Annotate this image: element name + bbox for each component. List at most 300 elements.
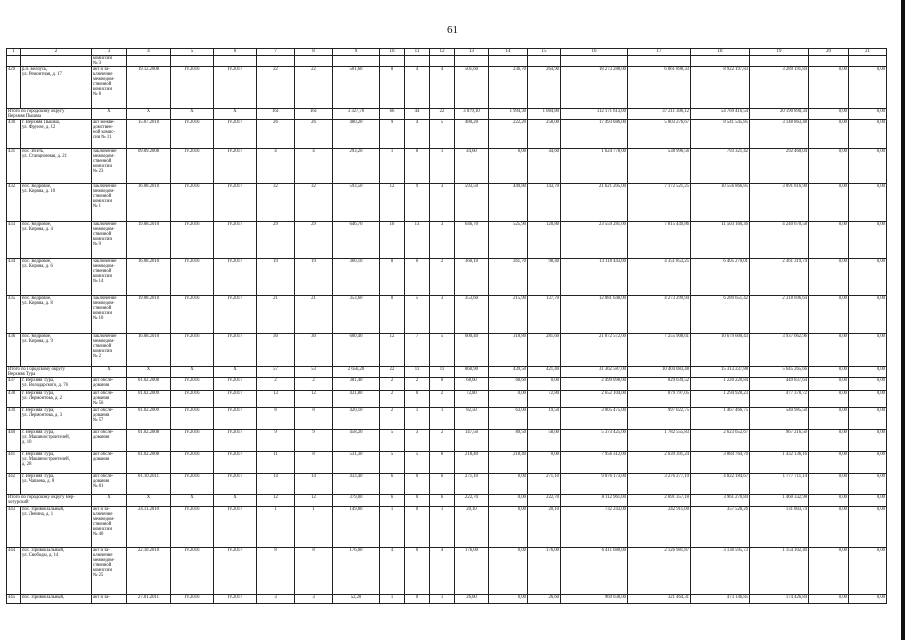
table-row — [7, 259, 887, 296]
table-cell: 32 — [295, 184, 333, 222]
table-cell — [561, 56, 628, 67]
table-cell: X — [171, 109, 214, 120]
table-cell: 149,80 — [333, 507, 380, 548]
table-cell: IV.2016 — [171, 184, 214, 222]
table-cell: 236,70 — [489, 67, 528, 109]
table-cell: 6 289 651,42 — [691, 296, 750, 334]
document-cell: заключение межведом- ственной комиссии № 9 — [92, 222, 127, 259]
table-cell: 16 — [380, 222, 405, 259]
row-number: 443 — [7, 507, 21, 548]
table-row — [7, 378, 887, 391]
table-cell: 433,40 — [333, 474, 380, 495]
table-cell: 16.08.2010 — [127, 184, 171, 222]
column-number: 15 — [528, 49, 561, 56]
table-cell: 8 — [380, 296, 405, 334]
table-cell: 68,60 — [455, 378, 489, 391]
column-number: 11 — [405, 49, 430, 56]
column-number-row — [7, 49, 887, 56]
address-cell — [21, 56, 92, 67]
table-cell: 3 — [430, 296, 455, 334]
table-cell: 13 — [257, 391, 295, 408]
table-cell: 8 — [380, 259, 405, 296]
row-number: 437 — [7, 378, 21, 391]
address-cell: пос. Кедровое, ул. Кирова, д. 10 — [21, 184, 92, 222]
table-cell: 12 — [380, 184, 405, 222]
table-cell: 1 624 778,00 — [561, 149, 628, 184]
table-cell: 525,90 — [489, 222, 528, 259]
table-cell — [849, 56, 887, 67]
table-cell: 3 005 475,00 — [561, 408, 628, 430]
table-cell: 0,00 — [849, 474, 887, 495]
document-cell: акт обсле- дования — [92, 430, 127, 452]
row-number: 431 — [7, 149, 21, 184]
table-cell: 9 — [257, 430, 295, 452]
table-cell: 5 — [405, 296, 430, 334]
table-cell: 0 — [405, 474, 430, 495]
column-number: 5 — [171, 49, 214, 56]
table-cell: 6 — [380, 474, 405, 495]
table-cell: 0,00 — [809, 430, 849, 452]
table-cell: 0,00 — [849, 109, 887, 120]
column-number: 4 — [127, 49, 171, 56]
table-cell: 4 822 184,67 — [691, 474, 750, 495]
table-cell: 0,00 — [809, 184, 849, 222]
document-cell: акт обсле- дования — [92, 378, 127, 391]
table-cell: 271,10 — [455, 474, 489, 495]
table-cell: IV.2016 — [171, 67, 214, 109]
document-cell: акт и за- — [92, 595, 127, 604]
document-cell: заключение межведом- ственной комиссии № 23 — [92, 149, 127, 184]
table-cell: 4 — [405, 67, 430, 109]
table-cell: 0,00 — [849, 548, 887, 595]
table-cell: 4 — [380, 548, 405, 595]
table-cell: 593,50 — [333, 184, 380, 222]
table-cell: IV.2017 — [214, 452, 257, 474]
table-cell: 10 556 866,85 — [691, 184, 750, 222]
table-cell: 3 079,10 — [455, 109, 489, 120]
table-cell: IV.2017 — [214, 430, 257, 452]
table-cell: 2 — [380, 391, 405, 408]
table-cell: 01.10.2011 — [127, 474, 171, 495]
table-cell: 22 — [380, 367, 405, 378]
table-cell: 112 171 613,00 — [561, 109, 628, 120]
table-cell — [750, 56, 809, 67]
table-cell: 0,00 — [489, 595, 528, 604]
table-cell: 9 — [380, 120, 405, 149]
table-cell: 4 273 299,94 — [628, 296, 691, 334]
table-cell: 2 318 696,64 — [750, 296, 809, 334]
table-cell: 0,00 — [849, 67, 887, 109]
table-cell: 98,40 — [528, 259, 561, 296]
subtotal-label: Итого по городскому округу Вер- хотурский — [7, 495, 92, 507]
table-cell: 5 803 276,67 — [628, 120, 691, 149]
table-cell: X — [127, 495, 171, 507]
table-cell: 6 061 898,33 — [628, 67, 691, 109]
table-cell: X — [171, 495, 214, 507]
table-cell: 969 038,00 — [561, 595, 628, 604]
table-cell: IV.2016 — [171, 507, 214, 548]
table-cell: 137,70 — [528, 296, 561, 334]
table-cell: 449,80 — [489, 184, 528, 222]
table-cell: 161 — [257, 109, 295, 120]
table-cell: 0,00 — [809, 222, 849, 259]
table-cell: 0,00 — [849, 120, 887, 149]
table-cell: 357 528,26 — [691, 507, 750, 548]
address-cell: пос. Привокзальный, ул. Свободы, д. 14 — [21, 548, 92, 595]
table-cell: 8 — [295, 548, 333, 595]
table-cell: 879 797,05 — [628, 391, 691, 408]
table-cell: X — [92, 367, 127, 378]
column-number: 21 — [849, 49, 887, 56]
table-cell: 5 — [380, 452, 405, 474]
table-cell: 143,70 — [528, 184, 561, 222]
table-cell: 0,00 — [849, 408, 887, 430]
column-number: 6 — [214, 49, 257, 56]
table-cell: IV.2017 — [214, 149, 257, 184]
table-cell: 0,00 — [849, 296, 887, 334]
table-cell: IV.2017 — [214, 222, 257, 259]
column-number: 16 — [561, 49, 628, 56]
row-number: 442 — [7, 474, 21, 495]
table-cell: 12 — [295, 495, 333, 507]
table-cell: 44,60 — [455, 149, 489, 184]
address-cell: г. Верхняя Тура, ул. Машиностроителей, д. 28 — [21, 452, 92, 474]
table-cell: 147,50 — [455, 430, 489, 452]
table-cell: IV.2017 — [214, 378, 257, 391]
table-cell: 52,20 — [333, 595, 380, 604]
table-cell: 8 112 961,00 — [561, 495, 628, 507]
table-cell: 2 — [380, 408, 405, 430]
table-cell: 0,00 — [809, 259, 849, 296]
table-cell: 0,00 — [809, 378, 849, 391]
table-cell: 271,10 — [528, 474, 561, 495]
table-cell: 8 — [257, 548, 295, 595]
row-number: 441 — [7, 452, 21, 474]
table-cell: X — [92, 495, 127, 507]
column-number: 7 — [257, 49, 295, 56]
table-cell: 23 559 281,00 — [561, 222, 628, 259]
table-cell: 2 — [295, 378, 333, 391]
table-cell: IV.2017 — [214, 548, 257, 595]
table-cell: 2 — [430, 391, 455, 408]
table-cell: 473 146,85 — [691, 595, 750, 604]
table-cell: IV.2016 — [171, 474, 214, 495]
table-cell: 0 — [405, 495, 430, 507]
address-cell: пос. Привокзальный, ул. Ленина, д. 1 — [21, 507, 92, 548]
table-cell: 68,60 — [489, 378, 528, 391]
table-cell: 15.07.2010 — [127, 120, 171, 149]
table-row — [7, 452, 887, 474]
table-cell: 3 — [405, 430, 430, 452]
table-cell: X — [214, 367, 257, 378]
table-cell: 0,00 — [489, 474, 528, 495]
table-cell: 10 404 083,48 — [628, 367, 691, 378]
table-cell: 54 769 416,54 — [691, 109, 750, 120]
table-cell: 1 154 102,40 — [750, 548, 809, 595]
table-cell: 218,40 — [489, 452, 528, 474]
column-number: 18 — [691, 49, 750, 56]
table-cell: 14 — [257, 474, 295, 495]
table-cell: 8 — [295, 408, 333, 430]
address-cell: г. Верхняя Тура, ул. Лермонтова, д. 2 — [21, 391, 92, 408]
table-cell: 593,50 — [455, 184, 489, 222]
table-cell: 29 — [257, 222, 295, 259]
table-cell: 0,00 — [849, 495, 887, 507]
document-cell: акт обсле- дования — [92, 452, 127, 474]
table-cell: 3 961 270,84 — [691, 495, 750, 507]
table-cell: 0,00 — [849, 149, 887, 184]
table-cell: 0,00 — [809, 408, 849, 430]
document-cell: комиссии № 3 — [92, 56, 127, 67]
table-cell: 0,00 — [809, 149, 849, 184]
table-cell: IV.2016 — [171, 222, 214, 259]
column-number: 3 — [92, 49, 127, 56]
table-cell: 19.08.2010 — [127, 222, 171, 259]
table-cell: 21 872 572,00 — [561, 334, 628, 367]
table-cell: 3 884 764,70 — [691, 452, 750, 474]
table-cell: 8 541 545,85 — [691, 120, 750, 149]
table-cell: 9 876 173,00 — [561, 474, 628, 495]
table-cell: 19 — [295, 259, 333, 296]
document-cell: заключение межведом- ственной комиссии № 10 — [92, 296, 127, 334]
table-row — [7, 408, 887, 430]
table-cell: 0,00 — [809, 495, 849, 507]
table-cell: 01.02.2008 — [127, 452, 171, 474]
table-cell: 131 803,74 — [750, 507, 809, 548]
table-cell: 4 — [405, 120, 430, 149]
table-cell: 0,00 — [849, 334, 887, 367]
table-cell: 258,00 — [528, 120, 561, 149]
table-cell: 439,50 — [489, 367, 528, 378]
table-cell: 4 — [430, 548, 455, 595]
table-cell: 0,00 — [489, 391, 528, 408]
table-cell: 2 639 391,24 — [628, 452, 691, 474]
table-cell: 0,00 — [809, 391, 849, 408]
table-cell: 1 — [257, 507, 295, 548]
table-cell: 9 — [295, 430, 333, 452]
table-cell: 176,00 — [455, 548, 489, 595]
address-cell: пос. Исеть, ул. Станционная, д. 21 — [21, 149, 92, 184]
table-cell: 12 — [257, 495, 295, 507]
table-row — [7, 430, 887, 452]
table-cell: 360,10 — [333, 259, 380, 296]
row-number: 440 — [7, 430, 21, 452]
column-number: 17 — [628, 49, 691, 56]
table-cell: 3 937 062,96 — [750, 334, 809, 367]
table-cell: 72,80 — [455, 391, 489, 408]
row-number: 436 — [7, 334, 21, 367]
table-cell: IV.2016 — [171, 334, 214, 367]
table-cell: 6 411 680,00 — [561, 548, 628, 595]
table-cell: 0,00 — [489, 548, 528, 595]
table-cell: 37 211 306,12 — [628, 109, 691, 120]
table-cell: 501,60 — [455, 67, 489, 109]
subtotal-row — [7, 495, 887, 507]
row-number — [7, 56, 21, 67]
table-cell: 26,60 — [528, 595, 561, 604]
table-cell: 21 — [257, 296, 295, 334]
column-number: 12 — [430, 49, 455, 56]
row-number: 430 — [7, 120, 21, 149]
table-row — [7, 334, 887, 367]
table-cell: 9 — [405, 184, 430, 222]
subtotal-label: Итого по Городскому округу Верхняя Тура — [7, 367, 92, 378]
table-cell: 11 — [405, 367, 430, 378]
table-cell: 5 — [430, 120, 455, 149]
table-cell: 1 777 711,14 — [750, 474, 809, 495]
table-cell: 14 — [295, 474, 333, 495]
table-cell — [405, 56, 430, 67]
row-number: 433 — [7, 222, 21, 259]
table-cell: 01.02.2008 — [127, 430, 171, 452]
table-cell — [380, 56, 405, 67]
table-cell: 3 327,70 — [333, 109, 380, 120]
table-cell: IV.2017 — [214, 408, 257, 430]
document-cell: заключение межведом- ственной комиссии № 14 — [92, 259, 127, 296]
table-cell: 30 — [257, 334, 295, 367]
table-cell: 09.09.2008 — [127, 149, 171, 184]
row-number: 439 — [7, 408, 21, 430]
table-cell: X — [214, 495, 257, 507]
table-cell: 222,70 — [528, 495, 561, 507]
scan-edge — [901, 0, 905, 640]
table-cell — [127, 56, 171, 67]
table-cell: 0 — [405, 391, 430, 408]
table-cell: 13 118 443,00 — [561, 259, 628, 296]
table-cell — [214, 56, 257, 67]
table-cell: 0,00 — [849, 378, 887, 391]
table-cell: 3 — [295, 595, 333, 604]
table-cell: 53 — [295, 367, 333, 378]
table-cell: 8 — [295, 452, 333, 474]
table-cell: 32 — [257, 184, 295, 222]
table-cell: 1 220 220,84 — [691, 378, 750, 391]
table-cell: 2 361 319,74 — [750, 259, 809, 296]
table-cell: 8 — [257, 408, 295, 430]
table-cell: 5 645 265,66 — [750, 367, 809, 378]
table-cell: 19.12.2008 — [127, 67, 171, 109]
address-cell: пос. Кедровое, ул. Кирова, д. 6 — [21, 259, 92, 296]
table-cell: 13 — [405, 222, 430, 259]
table-cell: X — [171, 367, 214, 378]
table-cell: 12 881 648,00 — [561, 296, 628, 334]
table-cell: 2 — [430, 430, 455, 452]
page-number: 61 — [447, 24, 458, 36]
table-cell: 0,00 — [849, 430, 887, 452]
table-cell — [333, 56, 380, 67]
table-cell: 0,00 — [849, 222, 887, 259]
table-cell: 4 — [295, 149, 333, 184]
table-cell: IV.2016 — [171, 296, 214, 334]
document-cell: акт обсле- дования № 81 — [92, 474, 127, 495]
table-cell: 321 464,31 — [628, 595, 691, 604]
table-cell: 0,00 — [528, 452, 561, 474]
table-cell: 449 837,64 — [750, 378, 809, 391]
table-cell: 1 084,80 — [528, 109, 561, 120]
table-cell: IV.2017 — [214, 474, 257, 495]
table-cell: 20,10 — [455, 507, 489, 548]
column-number: 1 — [7, 49, 21, 56]
document-cell: акт обсле- дования № 56 — [92, 391, 127, 408]
document-cell: акт и за- ключение межведом- ственной комиссии № 40 — [92, 507, 127, 548]
table-cell: 2 656,20 — [333, 367, 380, 378]
table-cell: 26 — [257, 120, 295, 149]
table-cell: 0,00 — [809, 452, 849, 474]
table-cell: IV.2016 — [171, 548, 214, 595]
table-cell: 57 — [257, 367, 295, 378]
address-cell: г. Верхняя Тура, ул. Машиностроителей, д. 10 — [21, 430, 92, 452]
table-cell: 318,80 — [489, 334, 528, 367]
table-cell: 1 294 928,23 — [691, 391, 750, 408]
table-cell: 431,80 — [333, 391, 380, 408]
table-cell: 174 426,84 — [750, 595, 809, 604]
document-cell: заключение межведом- ственной комиссии № 2 — [92, 334, 127, 367]
table-cell: 381,40 — [333, 378, 380, 391]
table-cell: 11 503 160,36 — [691, 222, 750, 259]
table-cell: 1 467 466,75 — [691, 408, 750, 430]
table-cell: 3 276 277,19 — [628, 474, 691, 495]
table-cell: 0,00 — [489, 149, 528, 184]
table-cell: 2 — [430, 259, 455, 296]
table-cell: IV.2016 — [171, 595, 214, 604]
table-cell: 01.02.2009 — [127, 408, 171, 430]
table-cell: IV.2016 — [171, 149, 214, 184]
table-cell: IV.2017 — [214, 184, 257, 222]
column-number: 14 — [489, 49, 528, 56]
table-cell: 22 — [430, 109, 455, 120]
table-cell: X — [92, 109, 127, 120]
table-cell — [691, 56, 750, 67]
table-cell: 8 922 197,83 — [691, 67, 750, 109]
table-cell — [628, 56, 691, 67]
address-cell: пос. Кедровое, ул. Кирова, д. 8 — [21, 296, 92, 334]
table-cell: 0,00 — [489, 495, 528, 507]
table-cell: X — [127, 367, 171, 378]
table-cell: 215,90 — [489, 296, 528, 334]
column-number: 10 — [380, 49, 405, 56]
table-cell — [295, 56, 333, 67]
table-cell: 22.10.2010 — [127, 548, 171, 595]
table-cell: 0 — [405, 507, 430, 548]
table-cell: 1 — [380, 595, 405, 604]
table-cell: 12 — [295, 391, 333, 408]
table-cell: 7 956 312,00 — [561, 452, 628, 474]
table-cell: X — [214, 109, 257, 120]
address-cell: г. Верхняя Тура, ул. Володарского, д. 76 — [21, 378, 92, 391]
table-cell: 538 996,56 — [628, 149, 691, 184]
table-cell: IV.2017 — [214, 507, 257, 548]
table-cell: 44,60 — [528, 149, 561, 184]
table-cell: 31 362 587,00 — [561, 367, 628, 378]
table-cell: 11 — [430, 367, 455, 378]
table-cell: 19.08.2010 — [127, 296, 171, 334]
table-cell: 21 — [295, 296, 333, 334]
table-cell: 12 — [380, 334, 405, 367]
table-cell: 19,50 — [528, 408, 561, 430]
table-cell: 4 240 670,58 — [750, 222, 809, 259]
table-row — [7, 595, 887, 604]
row-number: 438 — [7, 391, 21, 408]
table-cell: 218,40 — [455, 452, 489, 474]
table-cell: 420,10 — [333, 408, 380, 430]
row-number: 445 — [7, 595, 21, 604]
document-cell: акт обсле- дования № 57 — [92, 408, 127, 430]
table-row — [7, 149, 887, 184]
table-row — [7, 507, 887, 548]
table-cell — [455, 56, 489, 67]
table-cell — [430, 56, 455, 67]
address-cell: г. Верхняя Пышма, ул. Фрунзе, д. 12 — [21, 120, 92, 149]
